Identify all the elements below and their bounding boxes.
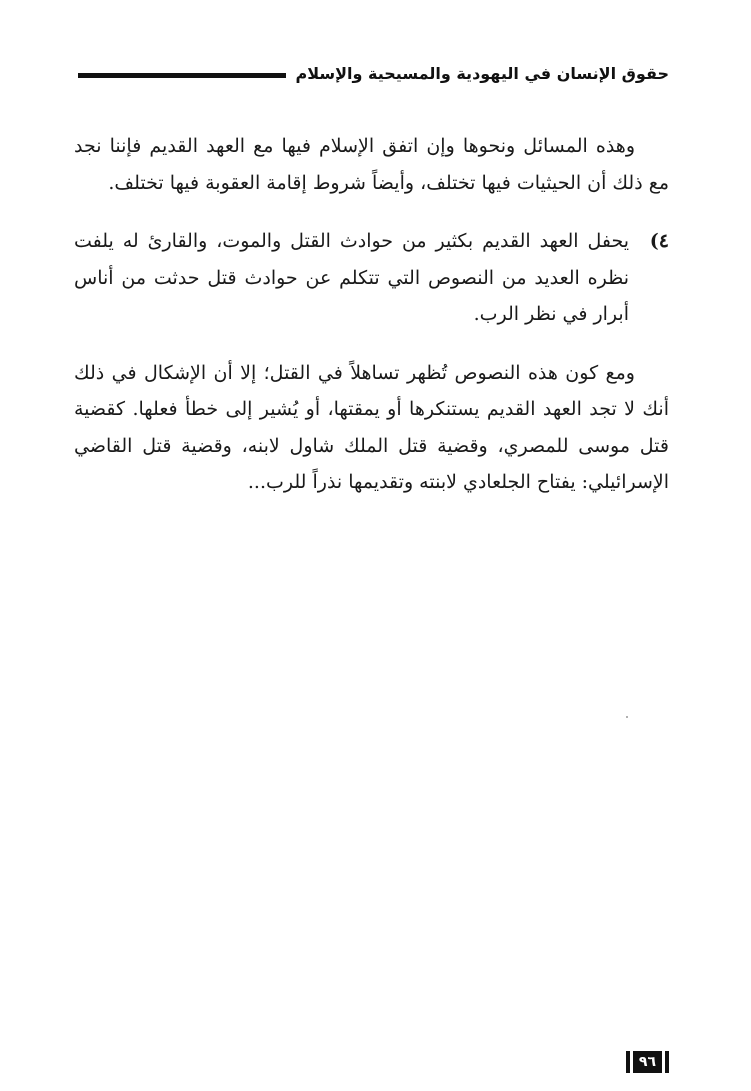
header-rule — [78, 73, 286, 78]
running-header — [78, 58, 669, 88]
body-text — [74, 128, 669, 501]
page-number-bar-left — [626, 1051, 630, 1073]
running-header-title: حقوق الإنسان في اليهودية والمسيحية والإسلام — [295, 63, 669, 83]
list-number: ٤) — [649, 230, 669, 252]
paragraph-1: وهذه المسائل ونحوها وإن اتفق الإسلام فيها مع العهد القديم فإننا نجد مع ذلك أن الحيثيات فيها تختلف، وأيضاً شروط إقامة العقوبة فيها تختلف. — [74, 135, 669, 194]
page-number — [626, 1051, 669, 1073]
page-number-bar-right — [665, 1051, 669, 1073]
paragraph-3: ومع كون هذه النصوص تُظهر تساهلاً في القتل؛ إلا أن الإشكال في ذلك أنك لا تجد العهد القديم يستنكرها أو يمقتها، أو يُشير إلى خطأ فعلها. كقضية قتل موسى للمصري، وقضية قتل الملك شاول لابنه، وقضية قتل القاضي الإسرائيلي: يفتاح الجلعادي لابنته وتقديمها نذراً للرب... — [74, 361, 669, 493]
scan-speck — [626, 716, 628, 718]
paragraph-2: يحفل العهد القديم بكثير من حوادث القتل والموت، والقارئ له يلفت نظره العديد من النصوص التي تتكلم عن حوادث قتل حدثت من أناس أبرار في نظر الرب. — [74, 230, 629, 325]
numbered-paragraph-4 — [74, 223, 669, 333]
page-number-value: ٩٦ — [633, 1051, 662, 1073]
